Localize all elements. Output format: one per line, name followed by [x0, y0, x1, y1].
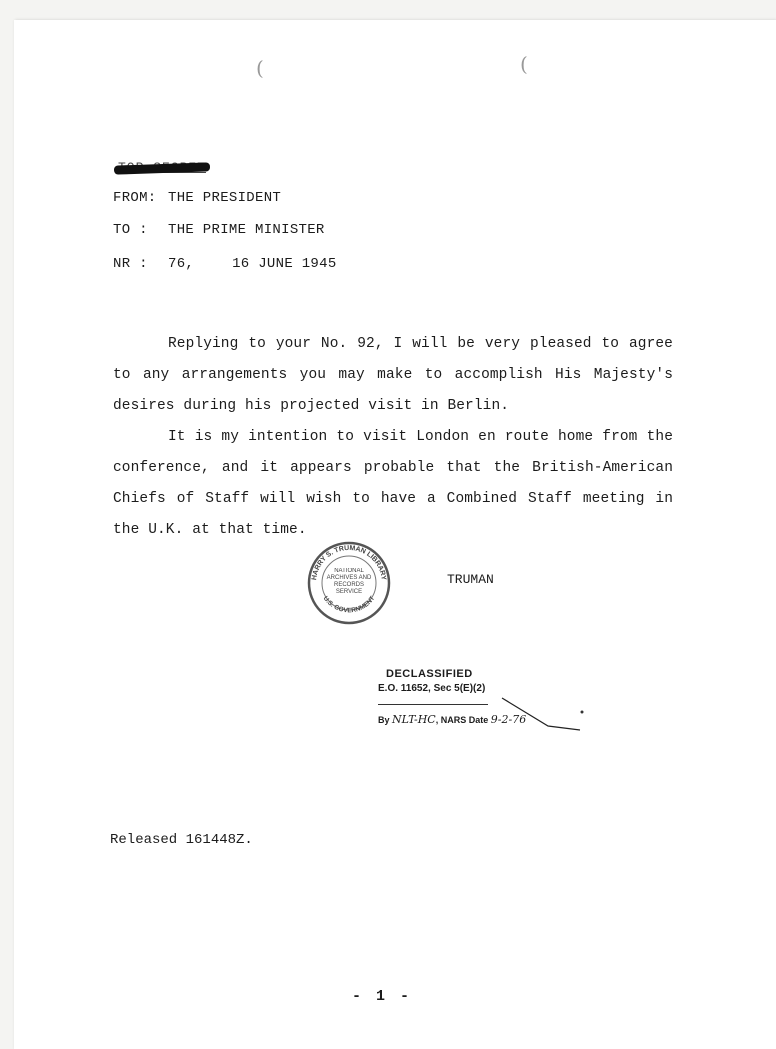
nr-row [113, 256, 337, 272]
nr-label: NR : [113, 256, 148, 272]
from-label: FROM: [113, 190, 157, 206]
punch-mark-left: ( [256, 56, 264, 80]
release-line: Released 161448Z. [110, 832, 253, 848]
declassified-divider [378, 704, 488, 705]
to-row [113, 222, 325, 238]
body-paragraph-2: It is my intention to visit London en route home from the conference, and it appears probable that the British-American Chiefs of Staff will wish to have a Combined Staff meeting in the U.K. at that time. [113, 429, 673, 538]
by-label: By [378, 715, 390, 725]
redacted-classification [118, 160, 210, 178]
punch-mark-right: ( [520, 52, 528, 76]
signature: TRUMAN [447, 572, 494, 587]
to-value: THE PRIME MINISTER [168, 222, 325, 238]
stamp-inner-text: NATIONAL ARCHIVES AND RECORDS SERVICE [326, 568, 372, 595]
body-paragraph-1: Replying to your No. 92, I will be very pleased to agree to any arrangements you may make to accomplish His Majesty's desires during his projected visit in Berlin. [113, 336, 673, 414]
declassified-pen-stroke [500, 696, 590, 736]
nars-date-value: 9-2-76 [490, 713, 527, 726]
message-date: 16 JUNE 1945 [232, 256, 337, 272]
message-body [113, 329, 673, 546]
declassified-by-line: By NLT-HC, NARS Date 9-2-76 [378, 713, 527, 726]
from-row [113, 190, 281, 206]
declassified-authority: E.O. 11652, Sec 5(E)(2) [378, 683, 486, 694]
page-number: - 1 - [352, 988, 413, 1005]
stamp-bottom-text: U.S. GOVERNMENT [321, 595, 377, 615]
by-value: NLT-HC [392, 713, 436, 726]
declassified-title: DECLASSIFIED [386, 668, 473, 680]
from-value: THE PRESIDENT [168, 190, 282, 206]
nars-date-label: NARS Date [440, 715, 489, 725]
nr-value: 76, [168, 256, 195, 272]
to-label: TO : [113, 222, 148, 238]
truman-library-stamp [306, 540, 392, 626]
stamp-outer-text: HARRY S. TRUMAN LIBRARY [311, 544, 387, 581]
